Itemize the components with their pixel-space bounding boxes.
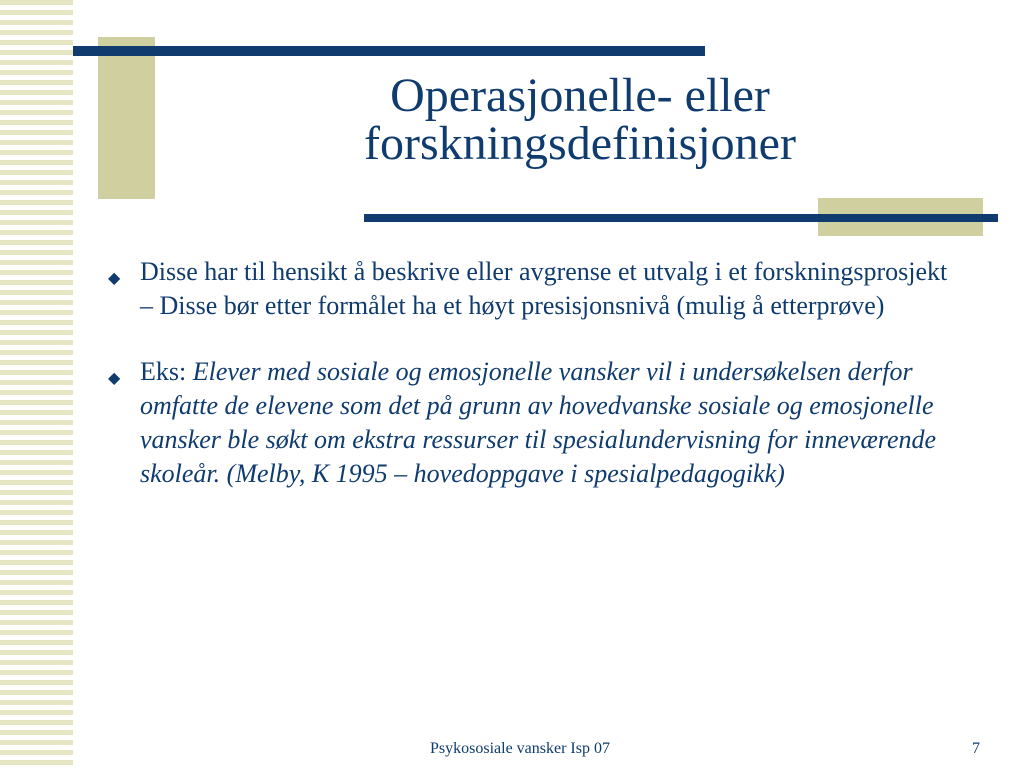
bullet-list (104, 255, 964, 491)
slide-title-line-1: Operasjonelle- eller (390, 69, 770, 122)
decorative-navy-bar-bottom (364, 214, 998, 222)
bullet-item-1 (104, 255, 964, 323)
slide-title-line-2: forskningsdefinisjoner (364, 117, 796, 170)
bullet-item-2 (104, 355, 964, 491)
page-number: 7 (972, 740, 980, 757)
decorative-tan-block-top (98, 37, 155, 199)
decorative-navy-bar-top (73, 46, 705, 56)
footer-text: Psykososiale vansker Isp 07 (430, 740, 610, 757)
diamond-bullet-icon: ◆ (108, 270, 121, 287)
decorative-stripes (0, 0, 73, 768)
bullet-item-1-text: Disse har til hensikt å beskrive eller avgrense et utvalg i et forskningsprosjekt – Disse bør etter formålet ha et høyt presisjonsnivå (mulig å etterprøve) (140, 257, 948, 320)
bullet-item-2-example: Elever med sosiale og emosjonelle vansker vil i undersøkelsen derfor omfatte de elevene som det på grunn av hovedvanske sosiale og emosjonelle vansker ble søkt om ekstra ressurser til spesialundervisning for inneværende skoleår. (Melby, K 1995 – hovedoppgave i spesialpedagogikk) (140, 357, 937, 488)
diamond-bullet-icon: ◆ (108, 370, 121, 387)
bullet-item-2-prefix: Eks: (140, 357, 193, 386)
slide-title (260, 69, 900, 170)
